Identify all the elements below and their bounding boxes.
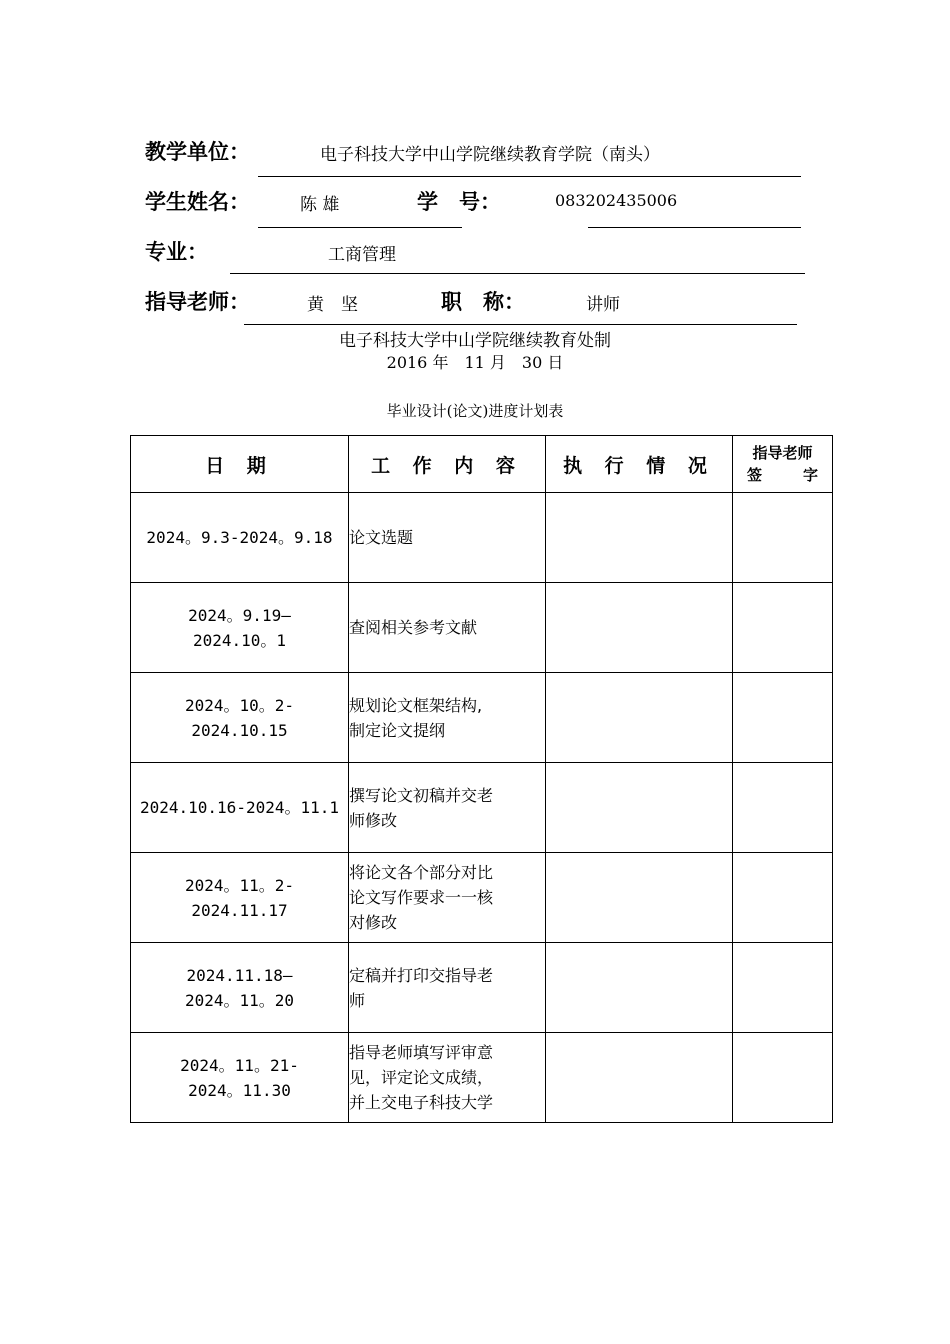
table-row bbox=[131, 763, 833, 853]
column-header-date: 日 期 bbox=[131, 436, 349, 493]
status-cell bbox=[546, 853, 733, 943]
advisor-sign-cell bbox=[733, 493, 833, 583]
date-cell: 2024。11。2- 2024.11.17 bbox=[131, 853, 349, 943]
advisor-sign-cell bbox=[733, 1033, 833, 1123]
date-cell: 2024。11。21- 2024。11.30 bbox=[131, 1033, 349, 1123]
column-header-advisor-sign bbox=[733, 436, 833, 493]
advisor-underline bbox=[244, 324, 797, 325]
advisor-sign-cell bbox=[733, 763, 833, 853]
status-cell bbox=[546, 673, 733, 763]
column-header-task: 工 作 内 容 bbox=[349, 436, 546, 493]
major-label: 专业： bbox=[145, 240, 208, 264]
table-row bbox=[131, 493, 833, 583]
unit-underline bbox=[258, 176, 801, 177]
sign-header-bottom: 签 字 bbox=[747, 466, 818, 484]
task-cell: 查阅相关参考文献 bbox=[349, 583, 546, 673]
advisor-sign-cell bbox=[733, 943, 833, 1033]
name-underline bbox=[258, 227, 462, 228]
major-underline bbox=[230, 273, 805, 274]
table-row bbox=[131, 943, 833, 1033]
task-cell: 将论文各个部分对比 论文写作要求一一核 对修改 bbox=[349, 853, 546, 943]
task-cell: 指导老师填写评审意 见，评定论文成绩， 并上交电子科技大学 bbox=[349, 1033, 546, 1123]
sign-header-top: 指导老师 bbox=[752, 444, 813, 462]
table-row bbox=[131, 853, 833, 943]
advisor-title-label: 职 称： bbox=[441, 290, 525, 314]
status-cell bbox=[546, 943, 733, 1033]
unit-value: 电子科技大学中山学院继续教育学院（南头） bbox=[320, 145, 660, 165]
column-header-status: 执 行 情 况 bbox=[546, 436, 733, 493]
status-cell bbox=[546, 1033, 733, 1123]
advisor-sign-cell bbox=[733, 853, 833, 943]
date-cell: 2024。9.19— 2024.10。1 bbox=[131, 583, 349, 673]
table-row bbox=[131, 673, 833, 763]
status-cell bbox=[546, 493, 733, 583]
table-caption: 毕业设计(论文)进度计划表 bbox=[386, 402, 564, 420]
table-row bbox=[131, 1033, 833, 1123]
major-value: 工商管理 bbox=[328, 245, 396, 265]
progress-plan-table bbox=[130, 435, 833, 1123]
date-cell: 2024.10.16-2024。11.1 bbox=[131, 763, 349, 853]
unit-label: 教学单位： bbox=[145, 140, 250, 164]
student-id-underline bbox=[588, 227, 801, 228]
advisor-title-value: 讲师 bbox=[586, 295, 620, 315]
advisor-sign-cell bbox=[733, 673, 833, 763]
date-cell: 2024.11.18— 2024。11。20 bbox=[131, 943, 349, 1033]
status-cell bbox=[546, 583, 733, 673]
name-value: 陈 雄 bbox=[300, 195, 340, 215]
issue-date: 2016 年 11 月 30 日 bbox=[386, 353, 564, 372]
advisor-label: 指导老师： bbox=[145, 290, 250, 314]
status-cell bbox=[546, 763, 733, 853]
task-cell: 规划论文框架结构, 制定论文提纲 bbox=[349, 673, 546, 763]
issuer-line: 电子科技大学中山学院继续教育处制 bbox=[339, 331, 611, 351]
table-row bbox=[131, 583, 833, 673]
advisor-sign-cell bbox=[733, 583, 833, 673]
student-id-value: 083202435006 bbox=[555, 191, 678, 210]
task-cell: 论文选题 bbox=[349, 493, 546, 583]
name-label: 学生姓名： bbox=[145, 190, 250, 214]
advisor-value: 黄 坚 bbox=[307, 295, 358, 315]
task-cell: 撰写论文初稿并交老 师修改 bbox=[349, 763, 546, 853]
date-cell: 2024。10。2- 2024.10.15 bbox=[131, 673, 349, 763]
table-header-row bbox=[131, 436, 833, 493]
date-cell: 2024。9.3-2024。9.18 bbox=[131, 493, 349, 583]
student-id-label: 学 号： bbox=[417, 190, 501, 214]
task-cell: 定稿并打印交指导老 师 bbox=[349, 943, 546, 1033]
